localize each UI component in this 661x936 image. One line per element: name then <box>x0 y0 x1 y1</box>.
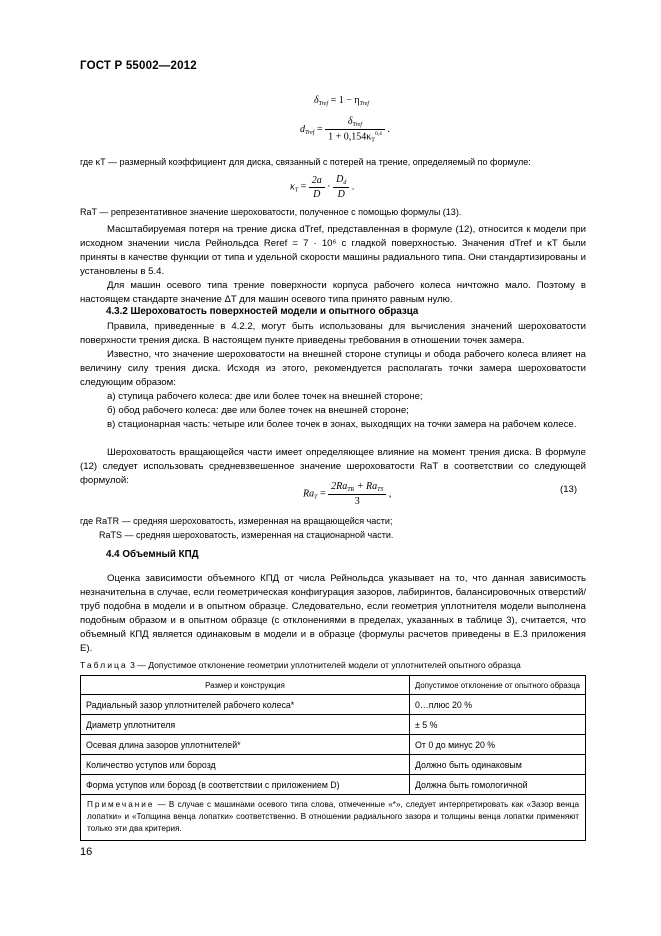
table-cell: Осевая длина зазоров уплотнителей* <box>81 735 410 755</box>
seal-deviation-table <box>80 675 586 841</box>
paragraph-volumetric-efficiency: Оценка зависимости объемного КПД от числа Рейнольдса указывает на то, что данная зависимость незначительна в случае, если геометрическая конфигурация зазоров, лабиринтов, балансировочных отверстий/труб подобна в модели и в опытном образце. Следовательно, если геометрия уплотнителя модели выполнена подобным образом и в опытном образце (с отклонениями в пределах, указанных в таблице 3), считается, что объемный КПД является одинаковым в модели и в образце (формулы расчетов приведены в Е.3 приложения Е). <box>80 573 586 654</box>
kappa-definition: где κT — размерный коэффициент для диска, связанный с потерей на трение, определяемый по формуле: <box>80 157 531 167</box>
list-item-a: а) ступица рабочего колеса: две или более точек на внешней стороне; <box>107 391 423 402</box>
table-cell: Должно быть одинаковым <box>410 755 586 775</box>
paragraph-rules: Правила, приведенные в 4.2.2, могут быть использованы для вычисления значений шероховатости поверхности трения диска. В настоящем пункте приведены требования в отношении точек замера. <box>80 321 586 346</box>
table-header-size: Размер и конструкция <box>81 676 410 695</box>
table-row <box>81 735 586 755</box>
paragraph-roughness-points: Известно, что значение шероховатости на внешней стороне ступицы и обода рабочего колеса влияет на величину силу трения диска. Исходя из этого, рекомендуется располагать точки замера шероховатости следующим образом: <box>80 349 586 388</box>
table-row <box>81 755 586 775</box>
table-note-row <box>81 795 586 841</box>
table-cell: Должна быть гомологичной <box>410 775 586 795</box>
ra-definition: RaT — репрезентативное значение шероховатости, полученное с помощью формулы (13). <box>80 207 462 217</box>
paragraph-friction-loss: Масштабируемая потеря на трение диска dTref, представленная в формуле (12), относится к модели при исходном значении числа Рейнольдса Reref = 7 · 10⁶ с гладкой поверхностью. Значения dTref и κT были приняты в качестве функции от типа и удельной скорости машины радиального типа. Они стандартизированы и установлены в 5.4. <box>80 224 586 277</box>
document-header: ГОСТ Р 55002—2012 <box>80 60 197 72</box>
table-cell: От 0 до минус 20 % <box>410 735 586 755</box>
formula-delta-tref: $\delta_{Tref} = 1 - \eta_{Tref}$ <box>314 95 370 107</box>
section-heading-4-4: 4.4 Объемный КПД <box>106 549 199 560</box>
formula-ra-t: $Ra_T$ = $\frac{2Ra_{TR} + Ra_{TS}}{3}$ , <box>303 481 392 507</box>
table-row <box>81 695 586 715</box>
table-cell: ± 5 % <box>410 715 586 735</box>
table-row <box>81 715 586 735</box>
table-caption: Таблица 3 — Допустимое отклонение геометрии уплотнителей модели от уплотнителей опытного образца <box>80 660 521 670</box>
table-header-row <box>81 676 586 695</box>
formula-d-tref: $d_{Tref}$ = $\frac{\delta_{Tref}}{1 + 0,154\kappa_T^{0,4}}$ . <box>300 116 390 144</box>
list-item-b: б) обод рабочего колеса: две или более точек на внешней стороне; <box>107 405 409 416</box>
section-heading-4-3-2: 4.3.2 Шероховатость поверхностей модели и опытного образца <box>106 306 419 317</box>
paragraph-axial-type: Для машин осевого типа трение поверхности корпуса рабочего колеса ничтожно мало. Поэтому в настоящем стандарте значение ΔT для машин осевого типа принято равным нулю. <box>80 280 586 305</box>
table-note: Примечание — В случае с машинами осевого типа слова, отмеченные «*», следует интерпретировать как «Зазор венца лопатки» и «Толщина венца лопатки» соответственно. В отношении радиального зазора и толщины венца лопатки применяют только эти два критерия. <box>81 795 586 841</box>
table-header-deviation: Допустимое отклонение от опытного образца <box>410 676 586 695</box>
where-ra-tr: где RaTR — средняя шероховатость, измеренная на вращающейся части; <box>80 516 393 526</box>
table-cell: Количество уступов или борозд <box>81 755 410 775</box>
table-row <box>81 775 586 795</box>
page-number: 16 <box>80 846 93 858</box>
formula-kappa: $\kappa_T$ = $\frac{2a}{D}$ · $\frac{D_d}{D}$ . <box>290 174 355 200</box>
table-cell: Радиальный зазор уплотнителей рабочего колеса* <box>81 695 410 715</box>
table-cell: 0…плюс 20 % <box>410 695 586 715</box>
where-ra-ts: RaTS — средняя шероховатость, измеренная на стационарной части. <box>99 530 394 540</box>
paragraph-weighted-roughness: Шероховатость вращающейся части имеет определяющее влияние на момент трения диска. В формуле (12) следует использовать средневзвешенное значение шероховатости RaT в соответствии со следующей формулой: <box>80 447 586 486</box>
equation-number-13: (13) <box>560 484 578 495</box>
table-cell: Форма уступов или борозд (в соответствии с приложением D) <box>81 775 410 795</box>
list-item-c: в) стационарная часть: четыре или более точек в зонах, выходящих на точки замера на рабочем колесе. <box>107 419 577 430</box>
table-cell: Диаметр уплотнителя <box>81 715 410 735</box>
